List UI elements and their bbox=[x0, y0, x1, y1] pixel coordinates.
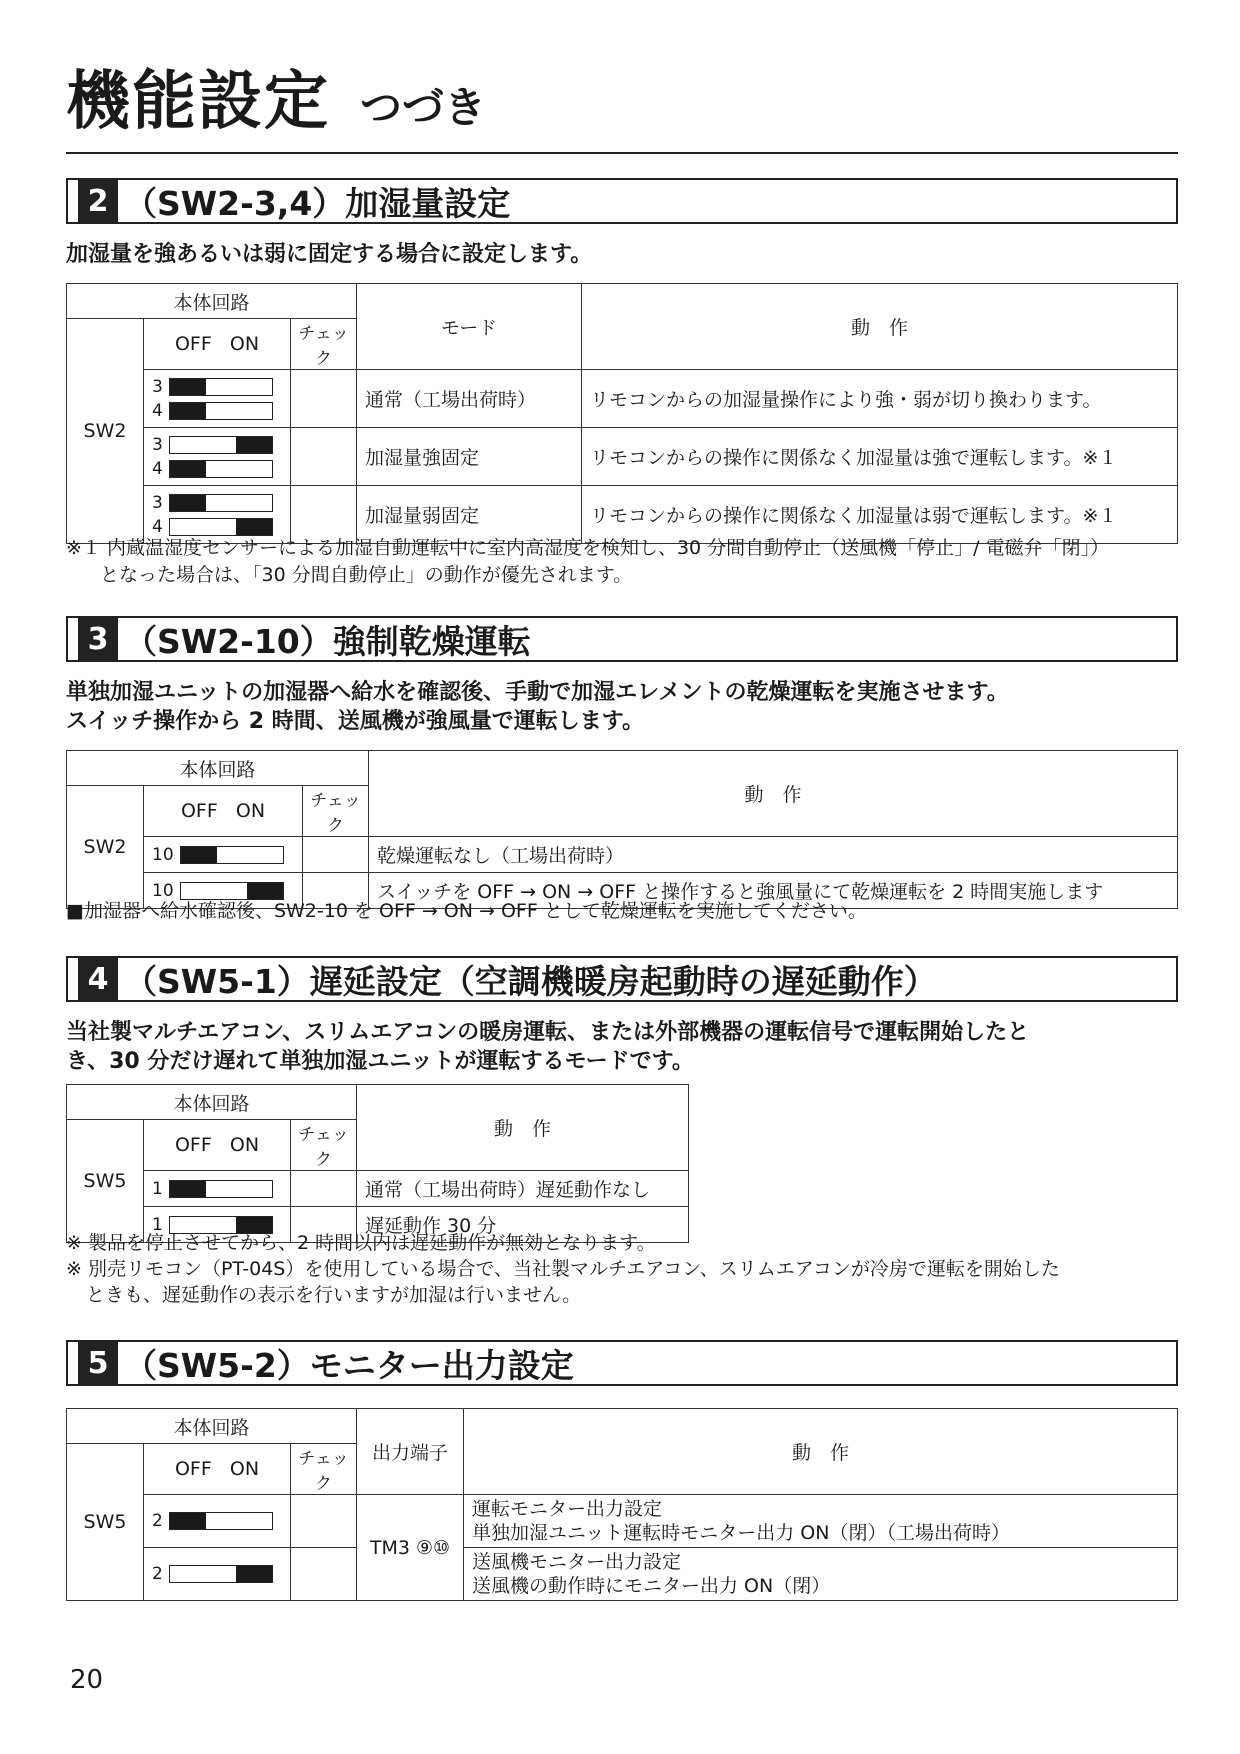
off-on-labels: OFF ON bbox=[144, 786, 303, 837]
dip-switch-10-off bbox=[180, 846, 284, 864]
dip-switch-1-off bbox=[169, 1180, 273, 1198]
table-row bbox=[67, 1548, 1178, 1601]
off-on-labels: OFF ON bbox=[144, 319, 291, 370]
dip-switch-3-off bbox=[169, 378, 273, 396]
dip-switch-4-off bbox=[169, 460, 273, 478]
section-number: 4 bbox=[78, 958, 118, 1000]
off-on-labels: OFF ON bbox=[144, 1444, 291, 1495]
dip-switch: 3 4 bbox=[144, 370, 291, 428]
header-circuit: 本体回路 bbox=[67, 284, 357, 319]
sec4-note-3: ときも、遅延動作の表示を行いますが加湿は行いません。 bbox=[86, 1284, 582, 1306]
section-3-header bbox=[66, 616, 1178, 662]
header-terminal: 出力端子 bbox=[357, 1409, 464, 1495]
sec4-note-2: ※ 別売リモコン（PT-04S）を使用している場合で、当社製マルチエアコン、スリムエアコンが冷房で運転を開始した bbox=[66, 1258, 1060, 1280]
header-action: 動 作 bbox=[357, 1085, 689, 1171]
action-cell: リモコンからの操作に関係なく加湿量は強で運転します。※１ bbox=[582, 428, 1178, 486]
check-cell bbox=[291, 370, 357, 428]
check-cell bbox=[291, 1495, 357, 1548]
section-title: （SW5-2）モニター出力設定 bbox=[124, 1345, 574, 1385]
header-circuit: 本体回路 bbox=[67, 751, 369, 786]
dip-switch-2-off bbox=[169, 1512, 273, 1530]
dip-switch-2-on bbox=[169, 1565, 273, 1583]
off-on-labels: OFF ON bbox=[144, 1120, 291, 1171]
title-divider bbox=[66, 152, 1178, 154]
header-action: 動 作 bbox=[582, 284, 1178, 370]
section-4-header bbox=[66, 956, 1178, 1002]
action-cell: スイッチを OFF → ON → OFF と操作すると強風量にて乾燥運転を 2 時間実施します bbox=[369, 873, 1178, 909]
switch-label: SW2 bbox=[67, 786, 144, 909]
section-title: （SW5-1）遅延設定（空調機暖房起動時の遅延動作） bbox=[124, 961, 937, 1001]
sec2-switch-table bbox=[66, 283, 1178, 544]
check-cell bbox=[291, 428, 357, 486]
dip-switch: 2 bbox=[144, 1548, 291, 1601]
section-4-intro-2: き、30 分だけ遅れて単独加湿ユニットが運転するモードです。 bbox=[66, 1049, 694, 1074]
page-number: 20 bbox=[70, 1665, 104, 1695]
section-4-intro-1: 当社製マルチエアコン、スリムエアコンの暖房運転、または外部機器の運転信号で運転開始したと bbox=[66, 1020, 1030, 1045]
mode-cell: 加湿量弱固定 bbox=[357, 486, 582, 544]
terminal-cell: TM3 ⑨⑩ bbox=[357, 1495, 464, 1601]
action-cell: 乾燥運転なし（工場出荷時） bbox=[369, 837, 1178, 873]
dip-switch-4-off bbox=[169, 402, 273, 420]
section-number: 5 bbox=[78, 1342, 118, 1384]
sec3-note: ■加湿器へ給水確認後、SW2-10 を OFF → ON → OFF として乾燥運転を実施してください。 bbox=[66, 900, 867, 922]
section-title: （SW2-10）強制乾燥運転 bbox=[124, 621, 531, 661]
switch-label: SW5 bbox=[67, 1120, 144, 1243]
action-cell: リモコンからの操作に関係なく加湿量は弱で運転します。※１ bbox=[582, 486, 1178, 544]
table-row bbox=[67, 837, 1178, 873]
section-5-header bbox=[66, 1340, 1178, 1386]
section-number: 3 bbox=[78, 618, 118, 660]
sec4-note-1: ※ 製品を停止させてから、2 時間以内は遅延動作が無効となります。 bbox=[66, 1232, 656, 1254]
mode-cell: 加湿量強固定 bbox=[357, 428, 582, 486]
header-action: 動 作 bbox=[369, 751, 1178, 837]
header-check: チェック bbox=[303, 786, 369, 837]
dip-switch: 1 bbox=[144, 1171, 291, 1207]
page-subtitle: つづき bbox=[360, 83, 487, 132]
check-cell bbox=[291, 1548, 357, 1601]
dip-switch: 10 bbox=[144, 837, 303, 873]
dip-switch: 3 4 bbox=[144, 486, 291, 544]
header-check: チェック bbox=[291, 1444, 357, 1495]
page-title: 機能設定 bbox=[66, 65, 330, 139]
table-row bbox=[67, 1171, 689, 1207]
check-cell bbox=[291, 1171, 357, 1207]
check-cell bbox=[303, 837, 369, 873]
dip-switch-3-on bbox=[169, 436, 273, 454]
table-row bbox=[67, 428, 1178, 486]
section-3-intro-2: スイッチ操作から 2 時間、送風機が強風量で運転します。 bbox=[66, 709, 644, 734]
dip-switch: 10 bbox=[144, 873, 303, 909]
table-row bbox=[67, 1495, 1178, 1548]
dip-switch: 2 bbox=[144, 1495, 291, 1548]
dip-switch-4-on bbox=[169, 518, 273, 536]
dip-switch-10-on bbox=[180, 882, 284, 900]
header-circuit: 本体回路 bbox=[67, 1409, 357, 1444]
header-check: チェック bbox=[291, 1120, 357, 1171]
dip-switch: 1 bbox=[144, 1207, 291, 1243]
table-row bbox=[67, 370, 1178, 428]
sec4-switch-table bbox=[66, 1084, 689, 1243]
section-number: 2 bbox=[78, 180, 118, 222]
dip-switch: 3 4 bbox=[144, 428, 291, 486]
sec3-switch-table bbox=[66, 750, 1178, 909]
sec5-switch-table bbox=[66, 1408, 1178, 1601]
header-circuit: 本体回路 bbox=[67, 1085, 357, 1120]
action-cell: 送風機モニター出力設定 送風機の動作時にモニター出力 ON（閉） bbox=[464, 1548, 1178, 1601]
header-mode: モード bbox=[357, 284, 582, 370]
section-3-intro-1: 単独加湿ユニットの加湿器へ給水を確認後、手動で加湿エレメントの乾燥運転を実施させます。 bbox=[66, 680, 1009, 705]
header-check: チェック bbox=[291, 319, 357, 370]
section-title: （SW2-3,4）加湿量設定 bbox=[124, 183, 511, 223]
sec2-footnote-2: となった場合は、「30 分間自動停止」の動作が優先されます。 bbox=[100, 564, 633, 586]
switch-label: SW5 bbox=[67, 1444, 144, 1601]
action-cell: 遅延動作 30 分 bbox=[357, 1207, 689, 1243]
action-cell: 通常（工場出荷時）遅延動作なし bbox=[357, 1171, 689, 1207]
header-action: 動 作 bbox=[464, 1409, 1178, 1495]
mode-cell: 通常（工場出荷時） bbox=[357, 370, 582, 428]
action-cell: リモコンからの加湿量操作により強・弱が切り換わります。 bbox=[582, 370, 1178, 428]
dip-switch-3-off bbox=[169, 494, 273, 512]
switch-label: SW2 bbox=[67, 319, 144, 544]
section-2-intro: 加湿量を強あるいは弱に固定する場合に設定します。 bbox=[66, 242, 593, 267]
sec2-footnote-1: ※１ 内蔵温湿度センサーによる加湿自動運転中に室内高湿度を検知し、30 分間自動停止（送風機「停止」/ 電磁弁「閉」） bbox=[66, 537, 1110, 559]
action-cell: 運転モニター出力設定 単独加湿ユニット運転時モニター出力 ON（閉）（工場出荷時） bbox=[464, 1495, 1178, 1548]
section-2-header bbox=[66, 178, 1178, 224]
